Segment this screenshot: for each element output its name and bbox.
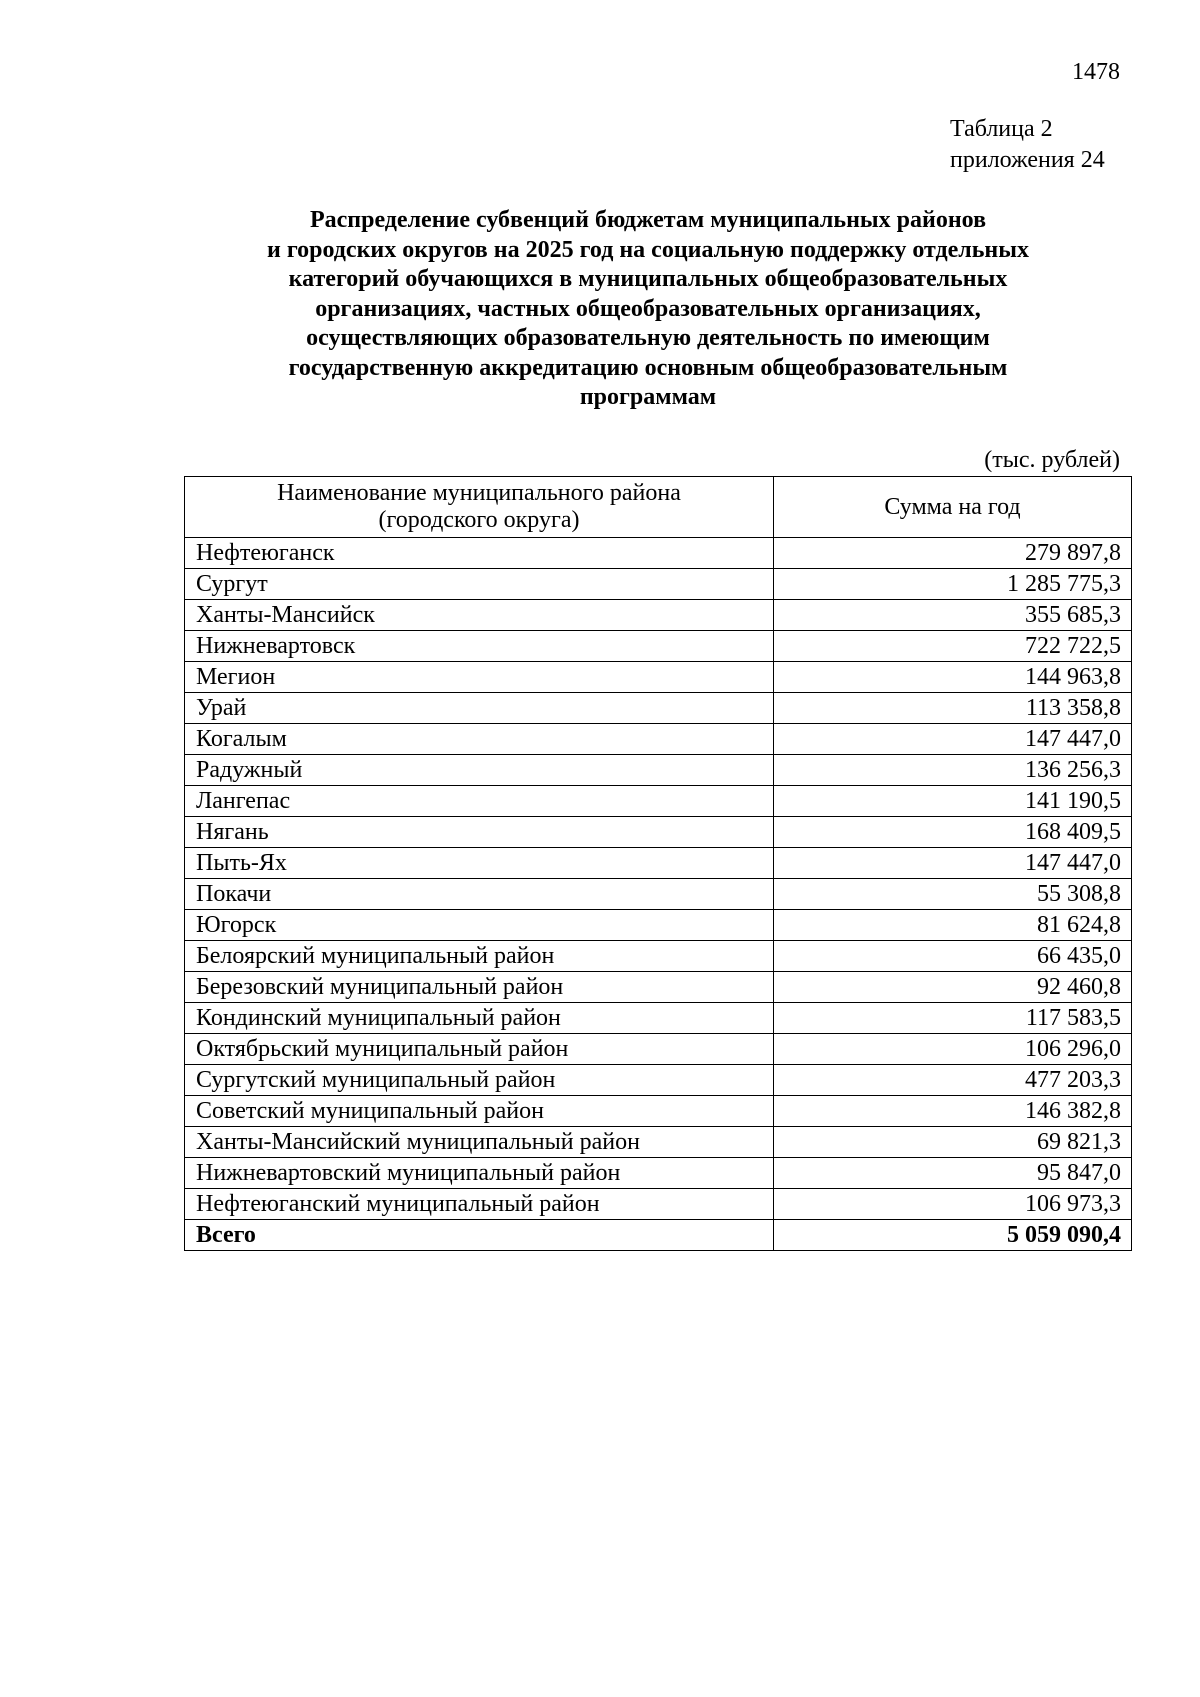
municipality-name: Сургут <box>185 569 774 600</box>
table-header-row <box>185 477 1132 538</box>
title-line: организациях, частных общеобразовательных организациях, <box>315 295 981 322</box>
page-number: 1478 <box>1072 59 1120 85</box>
annual-amount: 279 897,8 <box>774 538 1132 569</box>
municipality-name: Нижневартовский муниципальный район <box>185 1158 774 1189</box>
municipality-name: Пыть-Ях <box>185 848 774 879</box>
total-row <box>185 1220 1132 1251</box>
annual-amount: 141 190,5 <box>774 786 1132 817</box>
municipality-name: Урай <box>185 693 774 724</box>
annual-amount: 69 821,3 <box>774 1127 1132 1158</box>
annual-amount: 92 460,8 <box>774 972 1132 1003</box>
table-reference-line1: Таблица 2 <box>950 116 1053 142</box>
municipality-name: Нягань <box>185 817 774 848</box>
title-line: Распределение субвенций бюджетам муниципальных районов <box>309 207 987 233</box>
table-reference <box>950 114 1105 176</box>
municipality-name: Советский муниципальный район <box>185 1096 774 1127</box>
annual-amount: 81 624,8 <box>774 910 1132 941</box>
title-line: осуществляющих образовательную деятельность по имеющим <box>306 325 990 351</box>
annual-amount: 66 435,0 <box>774 941 1132 972</box>
municipality-name: Сургутский муниципальный район <box>185 1065 774 1096</box>
title-line: категорий обучающихся в муниципальных общеобразовательных <box>288 266 1008 292</box>
table-row <box>185 1127 1132 1158</box>
units-label: (тыс. рублей) <box>984 447 1120 473</box>
table-row <box>185 817 1132 848</box>
annual-amount: 1 285 775,3 <box>774 569 1132 600</box>
title-line: программам <box>579 384 717 410</box>
municipality-name: Югорск <box>185 910 774 941</box>
subvention-table <box>184 476 1132 1251</box>
annual-amount: 147 447,0 <box>774 724 1132 755</box>
municipality-name: Нефтеюганск <box>185 538 774 569</box>
table-row <box>185 1003 1132 1034</box>
table-row <box>185 786 1132 817</box>
table-row <box>185 1065 1132 1096</box>
municipality-name: Ханты-Мансийский муниципальный район <box>185 1127 774 1158</box>
table-row <box>185 972 1132 1003</box>
table-row <box>185 941 1132 972</box>
municipality-name: Октябрьский муниципальный район <box>185 1034 774 1065</box>
municipality-name: Нефтеюганский муниципальный район <box>185 1189 774 1220</box>
annual-amount: 106 296,0 <box>774 1034 1132 1065</box>
annual-amount: 722 722,5 <box>774 631 1132 662</box>
municipality-name: Мегион <box>185 662 774 693</box>
annual-amount: 146 382,8 <box>774 1096 1132 1127</box>
annual-amount: 55 308,8 <box>774 879 1132 910</box>
header-municipality-name <box>185 477 774 538</box>
annual-amount: 106 973,3 <box>774 1189 1132 1220</box>
total-amount: 5 059 090,4 <box>774 1220 1132 1251</box>
annual-amount: 147 447,0 <box>774 848 1132 879</box>
table-row <box>185 662 1132 693</box>
table-row <box>185 755 1132 786</box>
annual-amount: 355 685,3 <box>774 600 1132 631</box>
table-row <box>185 1158 1132 1189</box>
table-row <box>185 569 1132 600</box>
municipality-name: Когалым <box>185 724 774 755</box>
municipality-name: Нижневартовск <box>185 631 774 662</box>
table-row <box>185 1189 1132 1220</box>
municipality-name: Лангепас <box>185 786 774 817</box>
municipality-name: Белоярский муниципальный район <box>185 941 774 972</box>
annual-amount: 136 256,3 <box>774 755 1132 786</box>
header-name-line1: Наименование муниципального района <box>277 480 681 506</box>
annual-amount: 113 358,8 <box>774 693 1132 724</box>
annual-amount: 95 847,0 <box>774 1158 1132 1189</box>
table-row <box>185 1096 1132 1127</box>
municipality-name: Радужный <box>185 755 774 786</box>
annual-amount: 168 409,5 <box>774 817 1132 848</box>
header-name-line2: (городского округа) <box>378 507 580 533</box>
table-row <box>185 879 1132 910</box>
municipality-name: Березовский муниципальный район <box>185 972 774 1003</box>
annual-amount: 477 203,3 <box>774 1065 1132 1096</box>
title-line: государственную аккредитацию основным общеобразовательным <box>288 354 1008 381</box>
table-row <box>185 538 1132 569</box>
table-reference-line2: приложения 24 <box>950 147 1105 173</box>
table-row <box>185 910 1132 941</box>
table-row <box>185 631 1132 662</box>
table-row <box>185 848 1132 879</box>
table-body <box>185 538 1132 1251</box>
municipality-name: Кондинский муниципальный район <box>185 1003 774 1034</box>
table-row <box>185 693 1132 724</box>
table-row <box>185 724 1132 755</box>
title-line: и городских округов на 2025 год на социальную поддержку отдельных <box>267 236 1029 263</box>
annual-amount: 117 583,5 <box>774 1003 1132 1034</box>
total-label: Всего <box>185 1220 774 1251</box>
table-row <box>185 1034 1132 1065</box>
municipality-name: Ханты-Мансийск <box>185 600 774 631</box>
document-title <box>186 206 1110 413</box>
table-row <box>185 600 1132 631</box>
annual-amount: 144 963,8 <box>774 662 1132 693</box>
municipality-name: Покачи <box>185 879 774 910</box>
header-amount: Сумма на год <box>774 477 1132 538</box>
